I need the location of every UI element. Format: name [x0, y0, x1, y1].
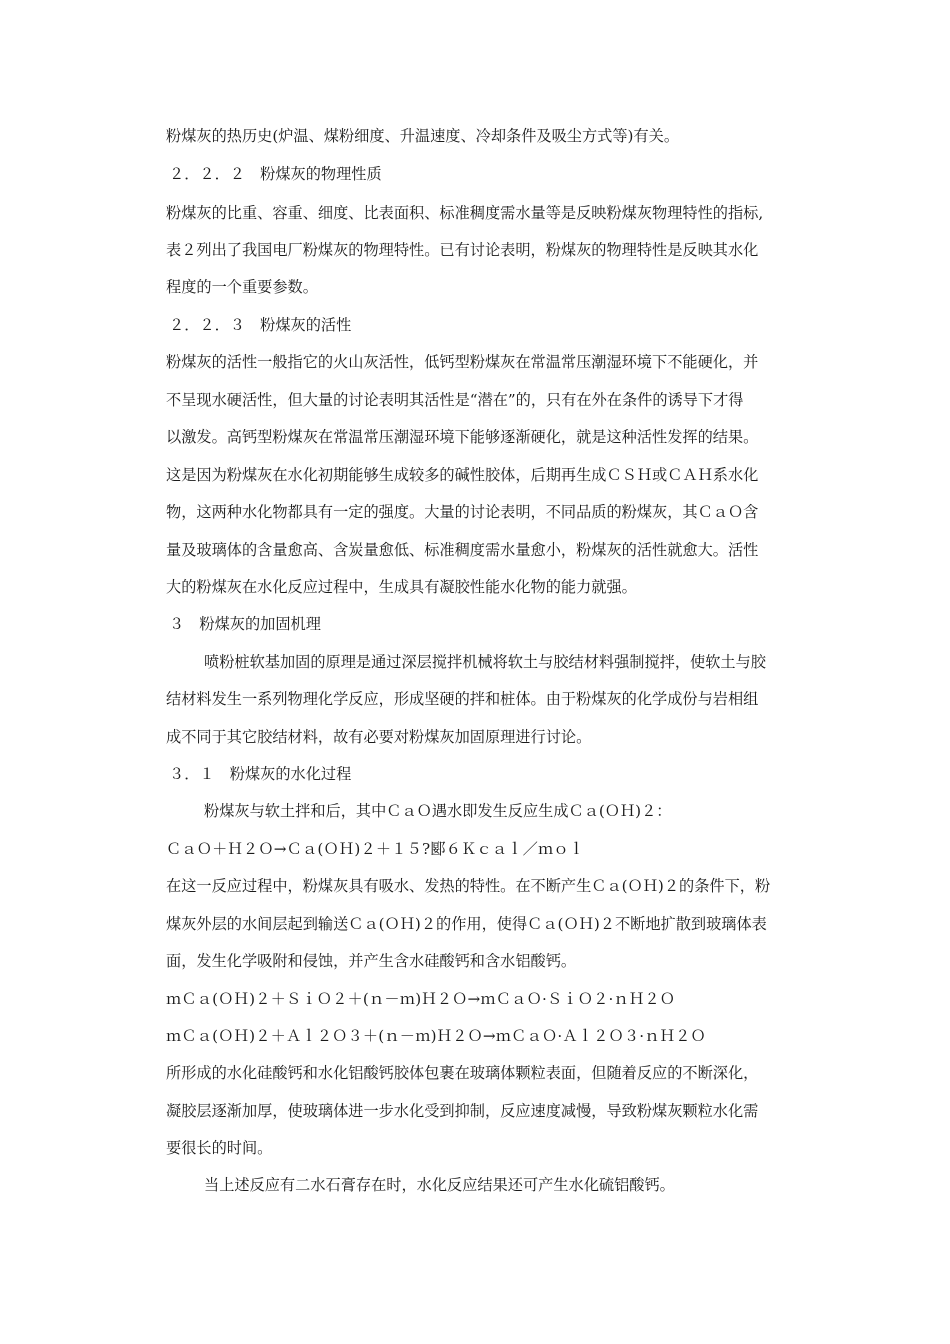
chemical-equation: ｍＣａ(ＯＨ)２＋Ａｌ２Ｏ３＋(ｎ－ｍ)Ｈ２Ｏ→ｍＣａＯ·Ａｌ２Ｏ３·ｎＨ２Ｏ — [166, 1027, 706, 1045]
paragraph-line: 成不同于其它胶结材料，故有必要对粉煤灰加固原理进行讨论。 — [166, 728, 592, 746]
chemical-equation: ｍＣａ(ＯＨ)２＋ＳｉＯ２＋(ｎ－ｍ)Ｈ２Ｏ→ｍＣａＯ·ＳｉＯ２·ｎＨ２Ｏ — [166, 990, 676, 1008]
paragraph-line: 喷粉桩软基加固的原理是通过深层搅拌机械将软土与胶结材料强制搅拌，使软土与胶 — [204, 653, 766, 671]
paragraph-line: 程度的一个重要参数。 — [166, 278, 318, 296]
paragraph-line: 煤灰外层的水间层起到输送Ｃａ(ＯＨ)２的作用，使得Ｃａ(ＯＨ)２不断地扩散到玻璃体表 — [166, 915, 767, 933]
paragraph-line: 物，这两种水化物都具有一定的强度。大量的讨论表明，不同品质的粉煤灰，其ＣａＯ含 — [166, 503, 759, 521]
paragraph-line: 要很长的时间。 — [166, 1139, 273, 1157]
paragraph-line: 大的粉煤灰在水化反应过程中，生成具有凝胶性能水化物的能力就强。 — [166, 578, 637, 596]
paragraph-line: 表２列出了我国电厂粉煤灰的物理特性。已有讨论表明，粉煤灰的物理特性是反映其水化 — [166, 241, 759, 259]
section-heading-3-1: ３．１ 粉煤灰的水化过程 — [169, 765, 352, 783]
paragraph-line: 这是因为粉煤灰在水化初期能够生成较多的碱性胶体，后期再生成ＣＳＨ或ＣＡＨ系水化 — [166, 466, 759, 484]
section-heading-2-2-2: ２．２．２ 粉煤灰的物理性质 — [169, 165, 382, 183]
paragraph-line: 粉煤灰与软土拌和后，其中ＣａＯ遇水即发生反应生成Ｃａ(ＯＨ)２： — [204, 802, 672, 820]
paragraph-line: 粉煤灰的活性一般指它的火山灰活性，低钙型粉煤灰在常温常压潮湿环境下不能硬化，并 — [166, 353, 759, 371]
paragraph-line: 凝胶层逐渐加厚，使玻璃体进一步水化受到抑制，反应速度减慢，导致粉煤灰颗粒水化需 — [166, 1102, 759, 1120]
chemical-equation: ＣａＯ＋Ｈ２Ｏ→Ｃａ(ＯＨ)２＋１５?郾６Ｋｃａｌ／ｍｏｌ — [166, 840, 585, 858]
paragraph-line: 量及玻璃体的含量愈高、含炭量愈低、标准稠度需水量愈小，粉煤灰的活性就愈大。活性 — [166, 541, 759, 559]
paragraph-line: 当上述反应有二水石膏存在时，水化反应结果还可产生水化硫铝酸钙。 — [204, 1176, 675, 1194]
section-heading-2-2-3: ２．２．３ 粉煤灰的活性 — [169, 316, 352, 334]
paragraph-line: 面，发生化学吸附和侵蚀，并产生含水硅酸钙和含水铝酸钙。 — [166, 952, 577, 970]
paragraph-line: 不呈现水硬活性，但大量的讨论表明其活性是“潜在”的，只有在外在条件的诱导下才得 — [166, 391, 744, 409]
paragraph-line: 粉煤灰的比重、容重、细度、比表面积、标准稠度需水量等是反映粉煤灰物理特性的指标, — [166, 204, 764, 222]
section-heading-3: ３ 粉煤灰的加固机理 — [169, 615, 321, 633]
paragraph-line: 所形成的水化硅酸钙和水化铝酸钙胶体包裹在玻璃体颗粒表面，但随着反应的不断深化， — [166, 1064, 759, 1082]
paragraph-line: 以激发。高钙型粉煤灰在常温常压潮湿环境下能够逐渐硬化，就是这种活性发挥的结果。 — [166, 428, 759, 446]
paragraph-line: 在这一反应过程中，粉煤灰具有吸水、发热的特性。在不断产生Ｃａ(ＯＨ)２的条件下，粉 — [166, 877, 771, 895]
paragraph-line: 粉煤灰的热历史(炉温、煤粉细度、升温速度、冷却条件及吸尘方式等)有关。 — [166, 127, 680, 145]
paragraph-line: 结材料发生一系列物理化学反应，形成坚硬的拌和桩体。由于粉煤灰的化学成份与岩相组 — [166, 690, 759, 708]
